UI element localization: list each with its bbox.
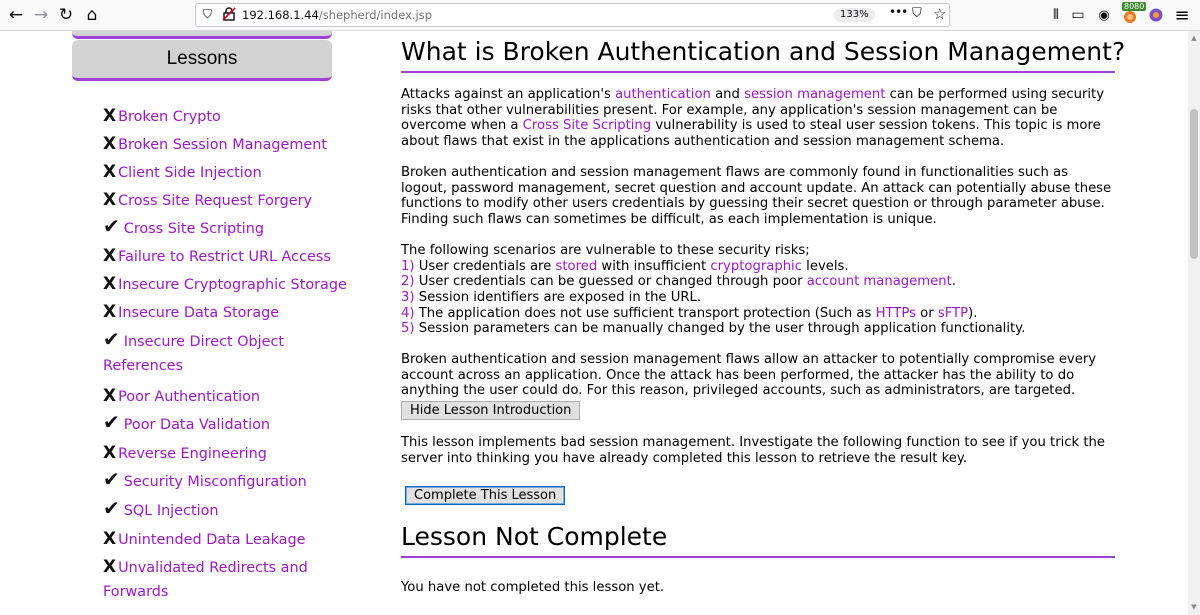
url-path: /shepherd/index.jsp xyxy=(318,8,433,22)
incomplete-x-icon: X xyxy=(103,106,117,126)
lessons-header: Lessons xyxy=(72,40,332,81)
library-icon[interactable]: ⫴ xyxy=(1053,7,1059,23)
incomplete-x-icon: X xyxy=(103,190,117,210)
scenario-5 xyxy=(401,321,1117,337)
scroll-down-arrow-icon[interactable]: ▼ xyxy=(1191,603,1197,611)
insecure-lock-icon[interactable] xyxy=(222,7,236,25)
complete-check-icon: ✔ xyxy=(103,327,120,351)
scenario-text: . xyxy=(951,274,956,289)
lesson-label: Forwards xyxy=(103,584,169,600)
lesson-label: Cross Site Scripting xyxy=(123,221,264,237)
scenario-text: or xyxy=(915,306,938,321)
lesson-label: Cross Site Request Forgery xyxy=(118,193,313,209)
lesson-item-data-storage[interactable] xyxy=(103,302,279,322)
scenario-number: 2) xyxy=(401,274,415,289)
scenario-text: with insufficient xyxy=(597,259,711,274)
complete-check-icon: ✔ xyxy=(103,410,120,434)
lesson-label: Client Side Injection xyxy=(118,165,262,181)
scroll-up-arrow-icon[interactable]: ▲ xyxy=(1191,34,1197,42)
stored-link[interactable]: stored xyxy=(555,259,598,274)
lesson-item-poor-data-validation[interactable] xyxy=(103,410,270,434)
session-management-link[interactable]: session management xyxy=(744,87,886,102)
scenario-text: levels. xyxy=(801,259,849,274)
lesson-status-title: Lesson Not Complete xyxy=(401,522,1115,558)
lesson-label: Unintended Data Leakage xyxy=(118,532,306,548)
incomplete-x-icon: X xyxy=(103,274,117,294)
lesson-item-xss[interactable] xyxy=(103,214,264,238)
url-bar[interactable] xyxy=(195,3,950,27)
url-host: 192.168.1.44 xyxy=(242,8,319,22)
account-icon[interactable]: ◉ xyxy=(1098,7,1110,23)
shield-icon[interactable]: ⛉ xyxy=(203,7,213,21)
extension-icon[interactable] xyxy=(1144,3,1168,27)
lesson-label: SQL Injection xyxy=(123,503,219,519)
incomplete-x-icon: X xyxy=(103,246,117,266)
scenario-2 xyxy=(401,274,1117,290)
scrollbar-thumb[interactable] xyxy=(1190,109,1198,259)
cross-site-scripting-link[interactable]: Cross Site Scripting xyxy=(522,118,652,134)
forward-arrow-icon[interactable]: → xyxy=(33,5,49,25)
intro-paragraph xyxy=(401,87,1117,150)
lesson-item-unvalidated-redirects[interactable] xyxy=(103,557,308,577)
complete-check-icon: ✔ xyxy=(103,467,120,491)
intro-text: and xyxy=(710,87,745,102)
pocket-icon[interactable]: ⛉ xyxy=(912,6,922,21)
scenario-number: 1) xyxy=(401,259,415,274)
scenario-3 xyxy=(401,290,1117,306)
scenarios-intro: The following scenarios are vulnerable to these security risks; xyxy=(401,243,810,258)
lesson-item-sql-injection[interactable] xyxy=(103,496,219,520)
lesson-label: Failure to Restrict URL Access xyxy=(118,249,331,265)
scenario-number: 3) xyxy=(401,290,415,305)
lesson-item-idor[interactable] xyxy=(103,327,284,351)
back-arrow-icon[interactable]: ← xyxy=(8,5,24,25)
intro-text: vulnerability is used to steal user session tokens. This topic is more about flaws that exist in the applications authentication and session management schema. xyxy=(401,118,1101,150)
lesson-label: Broken Crypto xyxy=(118,109,221,125)
flaws-paragraph: Broken authentication and session management flaws are commonly found in functionalities such as logout, password management, secret question and account update. An attack can potentially abuse these functions to modify other users credentials by guessing their secret question or through parameter abuse. Finding such flaws can sometimes be difficult, as each implementation is unique. xyxy=(401,165,1112,228)
scenario-number: 5) xyxy=(401,321,415,336)
authentication-link[interactable]: authentication xyxy=(615,87,711,102)
intro-text: Attacks against an application's xyxy=(401,87,616,102)
reload-icon[interactable]: ↻ xyxy=(58,5,74,25)
incomplete-x-icon: X xyxy=(103,557,117,577)
scenario-text: User credentials are xyxy=(414,259,556,274)
lesson-item-url-access[interactable] xyxy=(103,246,331,266)
cryptographic-link[interactable]: cryptographic xyxy=(710,259,802,274)
lesson-item-csrf[interactable] xyxy=(103,190,312,210)
lesson-label: Security Misconfiguration xyxy=(123,474,307,490)
lesson-item-poor-authentication[interactable] xyxy=(103,386,260,406)
scenario-text: The application does not use sufficient transport protection (Such as xyxy=(414,306,876,321)
complete-check-icon: ✔ xyxy=(103,214,120,238)
scenario-text: ). xyxy=(968,306,978,321)
incomplete-x-icon: X xyxy=(103,302,117,322)
lesson-item-reverse-engineering[interactable] xyxy=(103,443,267,463)
incomplete-x-icon: X xyxy=(103,162,117,182)
scenario-text: Session parameters can be manually changed by the user through application functionality. xyxy=(414,321,1026,336)
page-actions-icon[interactable]: ••• xyxy=(889,5,908,19)
lesson-label: Unvalidated Redirects and xyxy=(118,560,308,576)
extension-badge: 8080 xyxy=(1124,2,1145,11)
page-scrollbar[interactable] xyxy=(1188,31,1200,615)
scenario-4 xyxy=(401,306,1117,322)
lesson-item-broken-crypto[interactable] xyxy=(103,106,221,126)
lesson-label: Insecure Data Storage xyxy=(118,305,280,321)
https-link[interactable]: HTTPs xyxy=(875,306,916,321)
lesson-label: References xyxy=(103,358,183,374)
incomplete-x-icon: X xyxy=(103,134,117,154)
account-management-link[interactable]: account management xyxy=(806,274,952,289)
incomplete-x-icon: X xyxy=(103,386,117,406)
lesson-status-text: You have not completed this lesson yet. xyxy=(401,580,665,595)
hamburger-menu-icon[interactable]: ≡ xyxy=(1174,4,1190,26)
lesson-label: Poor Authentication xyxy=(118,389,261,405)
url-text[interactable] xyxy=(242,8,432,22)
lesson-item-client-side-injection[interactable] xyxy=(103,162,262,182)
lesson-label: Reverse Engineering xyxy=(118,446,267,462)
scenario-text: Session identifiers are exposed in the URL. xyxy=(414,290,702,305)
complete-lesson-button[interactable]: Complete This Lesson xyxy=(405,486,565,505)
incomplete-x-icon: X xyxy=(103,529,117,549)
sftp-link[interactable]: sFTP xyxy=(937,306,969,321)
lesson-label: Poor Data Validation xyxy=(123,417,271,433)
intro-text: can be performed using security risks that other vulnerabilities present. For example, any application's session management can be overcome when a xyxy=(401,87,1104,134)
zoom-level-badge[interactable]: 133% xyxy=(834,8,875,22)
lesson-label: Insecure Direct Object xyxy=(123,334,285,350)
lesson-task-paragraph: This lesson implements bad session management. Investigate the following function to see if you trick the server into thinking you have already completed this lesson to retrieve the result key. xyxy=(401,435,1106,466)
lesson-item-unvalidated-redirects-line2[interactable] xyxy=(103,584,168,600)
lesson-item-data-leakage[interactable] xyxy=(103,529,305,549)
scenario-number: 4) xyxy=(401,306,415,321)
sidebar-toggle-icon[interactable]: ▭ xyxy=(1071,7,1085,23)
lesson-item-security-misconfiguration[interactable] xyxy=(103,467,307,491)
impact-paragraph: Broken authentication and session management flaws allow an attacker to potentially compromise every account across an application. Once the attack has been performed, the attacker has the ability to do anything the user could do. For this reason, privileged accounts, such as administrators, are targeted. xyxy=(401,352,1097,399)
page-title: What is Broken Authentication and Session Management? xyxy=(401,37,1115,73)
browser-toolbar xyxy=(0,0,1200,31)
lesson-item-broken-session-management[interactable] xyxy=(103,134,327,154)
bookmark-star-icon[interactable]: ☆ xyxy=(933,5,947,23)
hide-lesson-introduction-button[interactable]: Hide Lesson Introduction xyxy=(401,401,580,420)
scenario-1 xyxy=(401,259,1117,275)
sidebar-top-divider xyxy=(72,31,332,39)
complete-check-icon: ✔ xyxy=(103,496,120,520)
lesson-label: Insecure Cryptographic Storage xyxy=(118,277,347,293)
lesson-label: Broken Session Management xyxy=(118,137,328,153)
home-icon[interactable]: ⌂ xyxy=(86,5,98,25)
scenario-text: User credentials can be guessed or changed through poor xyxy=(414,274,807,289)
lesson-item-crypto-storage[interactable] xyxy=(103,274,347,294)
lesson-item-idor-line2[interactable] xyxy=(103,358,183,374)
incomplete-x-icon: X xyxy=(103,443,117,463)
